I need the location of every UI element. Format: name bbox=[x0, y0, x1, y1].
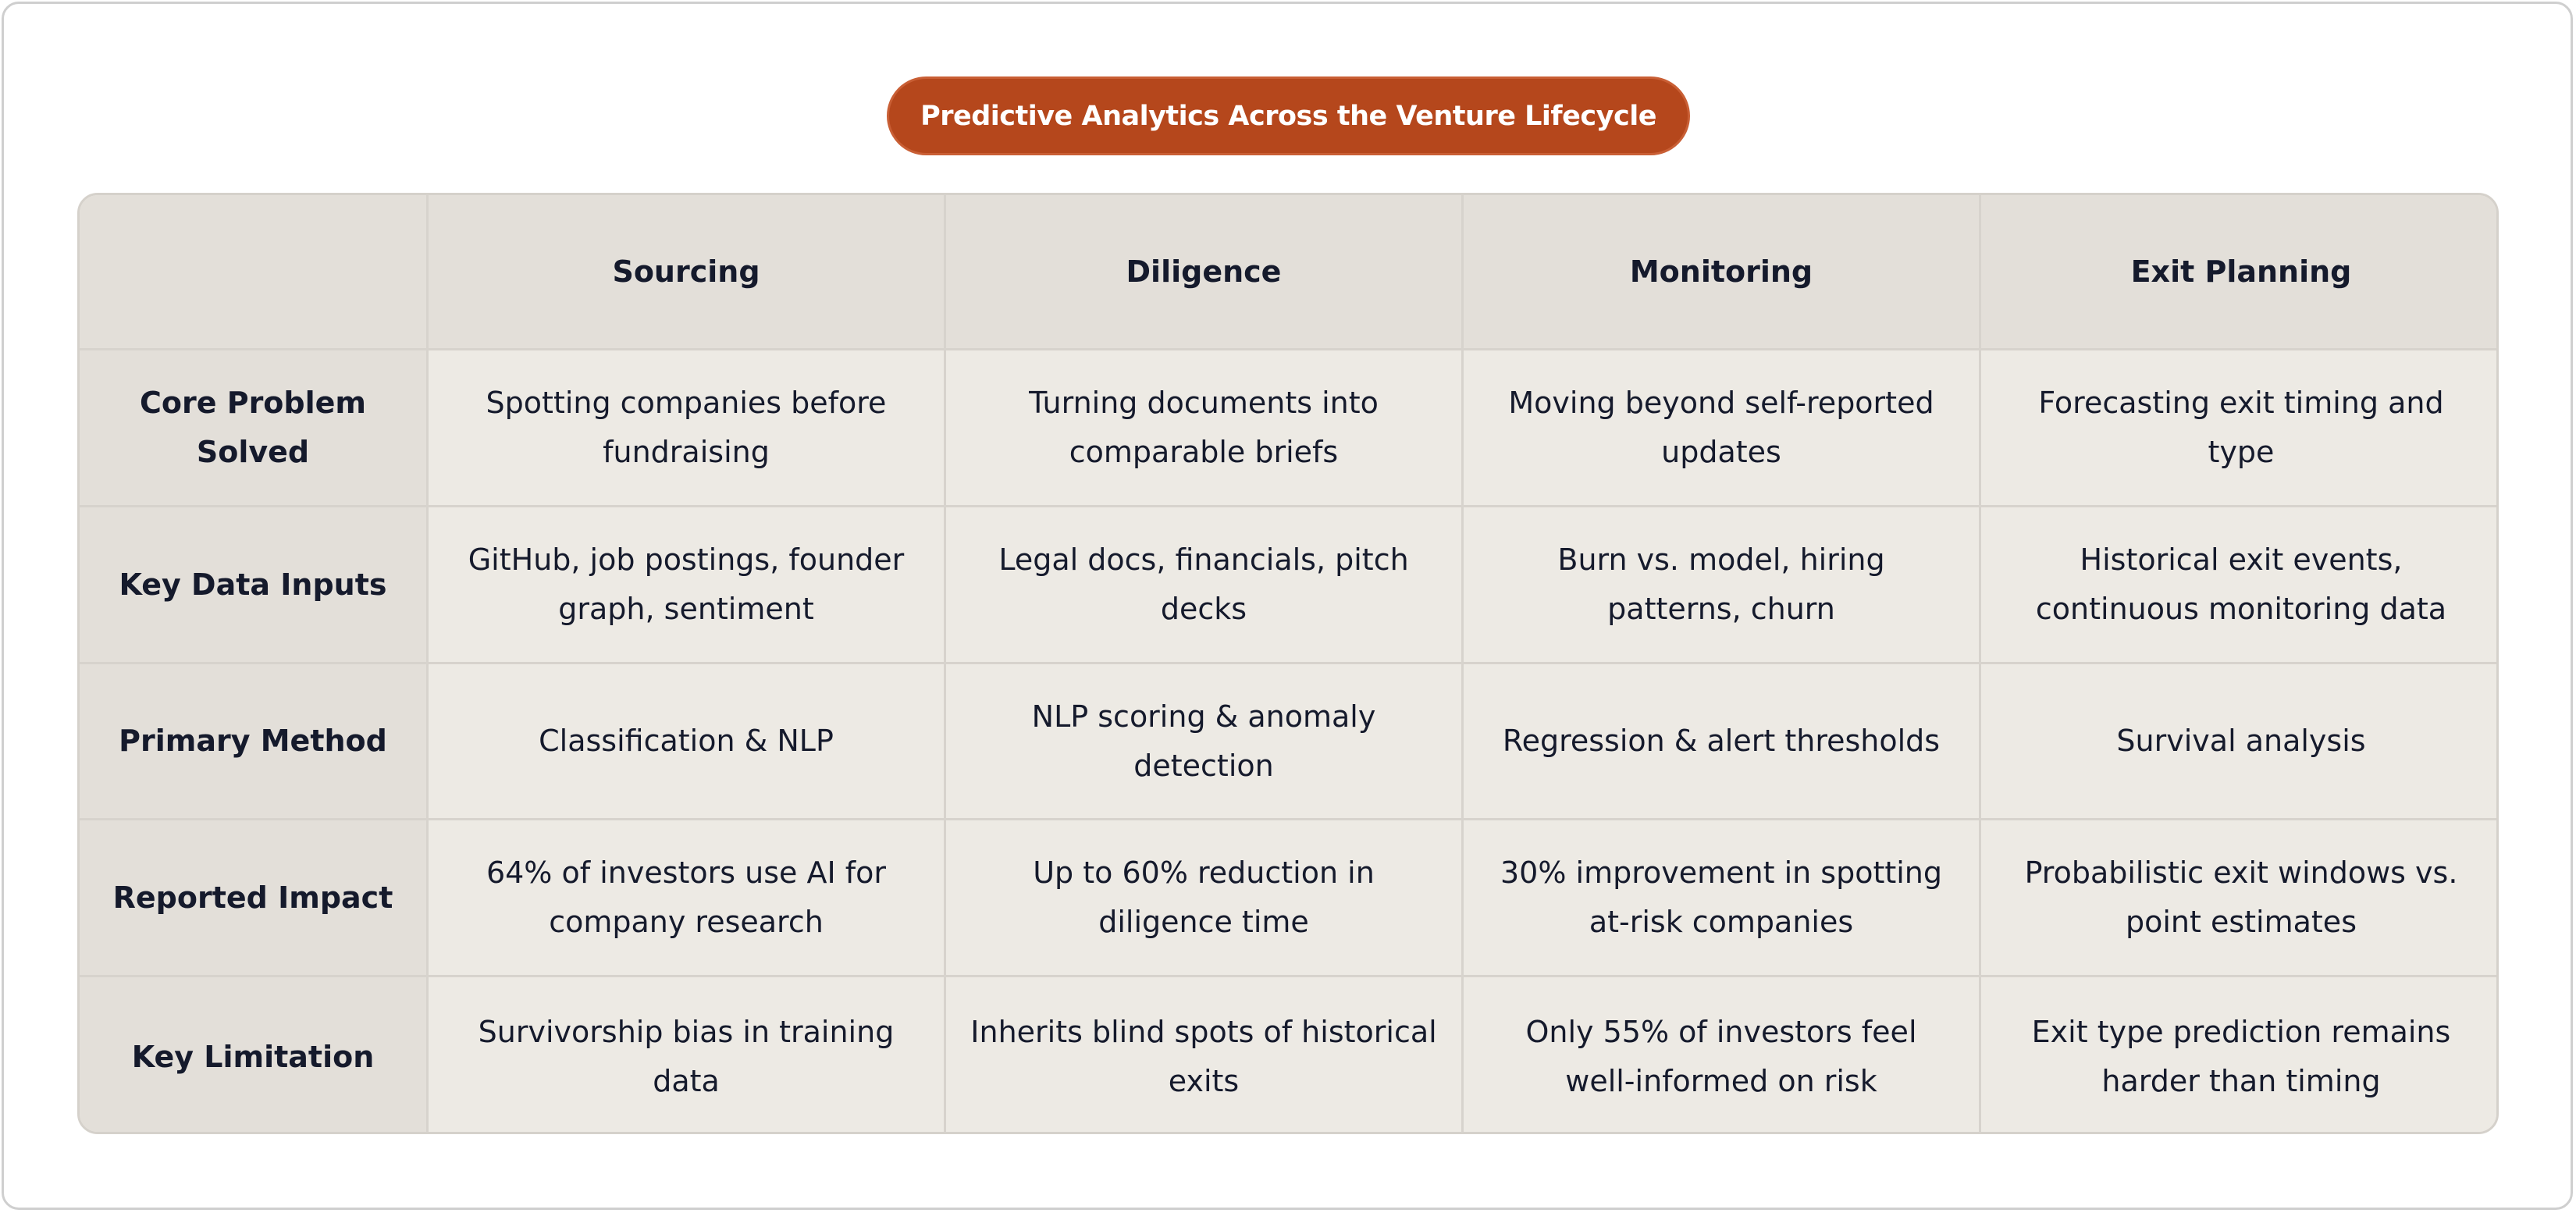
column-header-exit-planning: Exit Planning bbox=[1981, 195, 2499, 350]
table-cell: Exit type prediction remains harder than timing bbox=[1981, 977, 2499, 1134]
table-cell: Legal docs, financials, pitch decks bbox=[946, 507, 1464, 664]
table-cell: Classification & NLP bbox=[429, 664, 946, 820]
row-header-core-problem: Core Problem Solved bbox=[80, 350, 429, 507]
table-cell: 30% improvement in spotting at-risk companies bbox=[1464, 820, 1981, 977]
column-header-sourcing: Sourcing bbox=[429, 195, 946, 350]
table-cell: Moving beyond self-reported updates bbox=[1464, 350, 1981, 507]
table-cell: Historical exit events, continuous monitoring data bbox=[1981, 507, 2499, 664]
comparison-table bbox=[77, 193, 2499, 1134]
table-cell: Inherits blind spots of historical exits bbox=[946, 977, 1464, 1134]
table-cell: Survivorship bias in training data bbox=[429, 977, 946, 1134]
table-cell: Regression & alert thresholds bbox=[1464, 664, 1981, 820]
table-cell: Up to 60% reduction in diligence time bbox=[946, 820, 1464, 977]
table-corner-cell bbox=[80, 195, 429, 350]
row-header-reported-impact: Reported Impact bbox=[80, 820, 429, 977]
table-cell: NLP scoring & anomaly detection bbox=[946, 664, 1464, 820]
row-header-key-limitation: Key Limitation bbox=[80, 977, 429, 1134]
column-header-monitoring: Monitoring bbox=[1464, 195, 1981, 350]
table-cell: Burn vs. model, hiring patterns, churn bbox=[1464, 507, 1981, 664]
table-cell: Survival analysis bbox=[1981, 664, 2499, 820]
table-cell: 64% of investors use AI for company research bbox=[429, 820, 946, 977]
table-cell: Only 55% of investors feel well-informed on risk bbox=[1464, 977, 1981, 1134]
table-cell: Probabilistic exit windows vs. point estimates bbox=[1981, 820, 2499, 977]
page-title: Predictive Analytics Across the Venture Lifecycle bbox=[887, 76, 1690, 155]
row-header-key-data-inputs: Key Data Inputs bbox=[80, 507, 429, 664]
table-cell: Turning documents into comparable briefs bbox=[946, 350, 1464, 507]
column-header-diligence: Diligence bbox=[946, 195, 1464, 350]
table-cell: Forecasting exit timing and type bbox=[1981, 350, 2499, 507]
table-cell: Spotting companies before fundraising bbox=[429, 350, 946, 507]
row-header-primary-method: Primary Method bbox=[80, 664, 429, 820]
table-cell: GitHub, job postings, founder graph, sentiment bbox=[429, 507, 946, 664]
